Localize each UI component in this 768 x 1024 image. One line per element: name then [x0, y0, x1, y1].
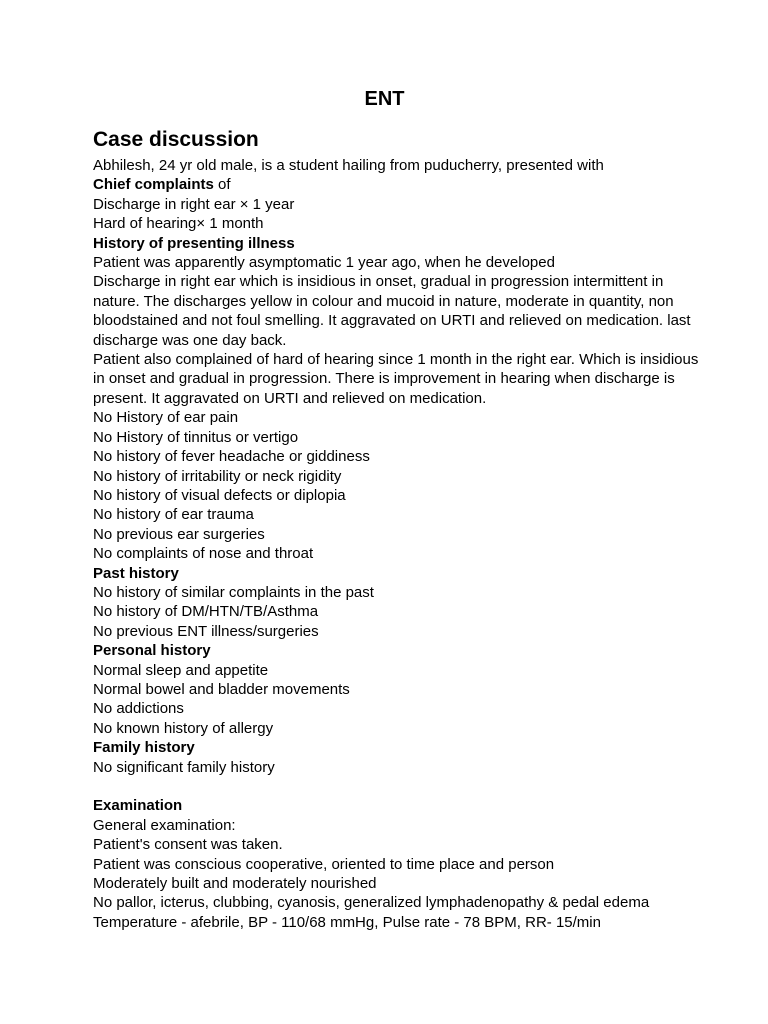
chief-complaints-heading	[93, 175, 708, 194]
chief-complaints-label: Chief complaints	[93, 176, 214, 194]
examination-line: General examination:	[93, 816, 236, 834]
personal-history-line: Normal bowel and bladder movements	[93, 680, 350, 698]
hopi-line: No history of irritability or neck rigidity	[93, 467, 342, 485]
personal-history-heading: Personal history	[93, 642, 211, 660]
hopi-line: No History of tinnitus or vertigo	[93, 428, 299, 446]
hopi-paragraph: Discharge in right ear which is insidious in onset, gradual in progression intermittent in nature. The discharges yellow in colour and mucoid in nature, moderate in quantity, non bloodstained and not foul smelling. It aggravated on URTI and relieved on medication. last discharge was one day back.	[93, 273, 691, 349]
personal-history-line: No known history of allergy	[93, 719, 274, 737]
hopi-line: No history of visual defects or diplopia	[93, 486, 346, 504]
section-heading: Case discussion	[93, 128, 259, 151]
chief-complaint-item: Discharge in right ear × 1 year	[93, 195, 295, 213]
blank-line	[93, 777, 708, 796]
chief-complaint-item: Hard of hearing× 1 month	[93, 215, 264, 233]
intro-line: Abhilesh, 24 yr old male, is a student hailing from puducherry, presented with	[93, 157, 604, 174]
hopi-line: No complaints of nose and throat	[93, 545, 314, 563]
past-history-line: No history of DM/HTN/TB/Asthma	[93, 603, 319, 621]
document-body	[93, 156, 708, 932]
past-history-heading: Past history	[93, 564, 179, 582]
hopi-heading: History of presenting illness	[93, 234, 295, 252]
hopi-line: No history of ear trauma	[93, 506, 254, 524]
hopi-line: No history of fever headache or giddiness	[93, 448, 370, 466]
document-title: ENT	[364, 88, 405, 110]
examination-line: Patient was conscious cooperative, oriented to time place and person	[93, 855, 555, 873]
family-history-heading: Family history	[93, 739, 195, 757]
hopi-line: No History of ear pain	[93, 409, 239, 427]
examination-line: Temperature - afebrile, BP - 110/68 mmHg, Pulse rate - 78 BPM, RR- 15/min	[93, 913, 601, 931]
examination-line: No pallor, icterus, clubbing, cyanosis, generalized lymphadenopathy & pedal edema	[93, 894, 650, 912]
hopi-line: Patient was apparently asymptomatic 1 year ago, when he developed	[93, 254, 555, 272]
examination-heading: Examination	[93, 797, 183, 815]
hopi-line: No previous ear surgeries	[93, 525, 265, 543]
examination-line: Moderately built and moderately nourished	[93, 875, 377, 893]
chief-complaints-suffix: of	[213, 176, 231, 194]
personal-history-line: No addictions	[93, 700, 184, 718]
past-history-line: No previous ENT illness/surgeries	[93, 622, 319, 640]
hopi-paragraph: Patient also complained of hard of hearing since 1 month in the right ear. Which is insidious in onset and gradual in progression. There is improvement in hearing when discharge is present. It aggravated on URTI and relieved on medication.	[93, 351, 699, 407]
past-history-line: No history of similar complaints in the past	[93, 583, 374, 601]
personal-history-line: Normal sleep and appetite	[93, 661, 269, 679]
family-history-line: No significant family history	[93, 758, 275, 776]
examination-line: Patient's consent was taken.	[93, 836, 283, 854]
